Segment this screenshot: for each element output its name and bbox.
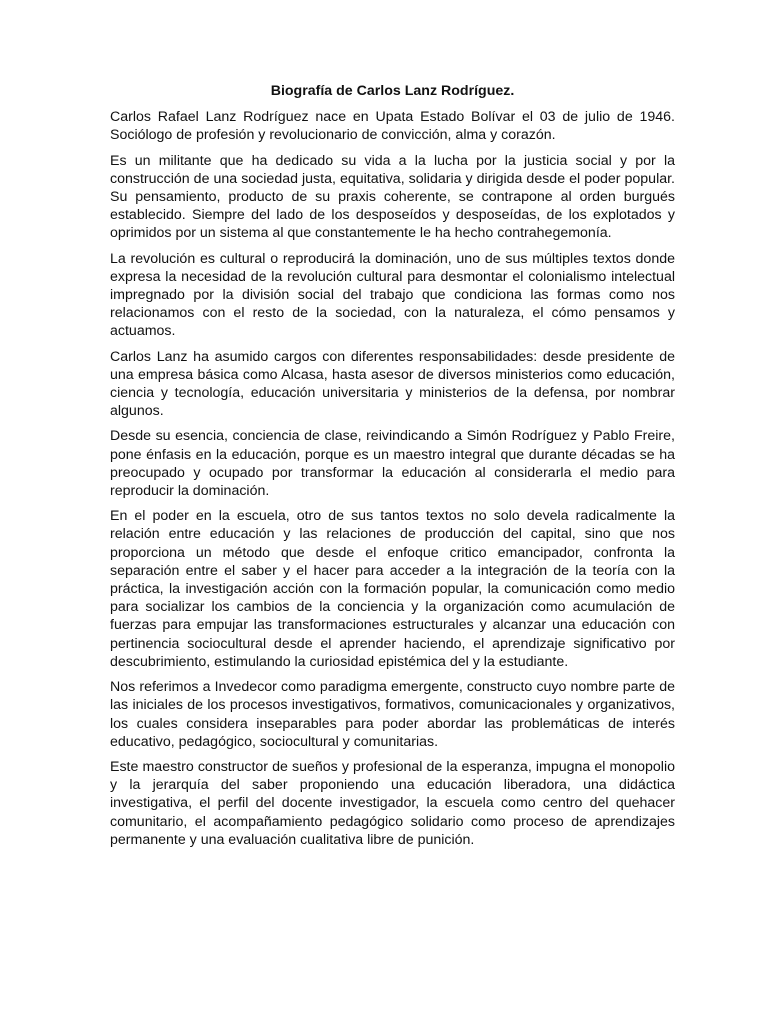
paragraph-positions: Carlos Lanz ha asumido cargos con diferentes responsabilidades: desde presidente de una empresa básica como Alcasa, hasta asesor de diversos ministerios como educación, ciencia y tecnología, educación universitaria y ministerios de la defensa, por nombrar algunos. <box>110 348 675 420</box>
document-page <box>110 82 675 856</box>
paragraph-dream-builder: Este maestro constructor de sueños y profesional de la esperanza, impugna el monopolio y la jerarquía del saber proponiendo una educación liberadora, una didáctica investigativa, el perfil del docente investigador, la escuela como centro del quehacer comunitario, el acompañamiento pedagógico solidario como proceso de aprendizajes permanente y una evaluación cualitativa libre de punición. <box>110 758 675 848</box>
paragraph-cultural-revolution: La revolución es cultural o reproducirá la dominación, uno de sus múltiples textos donde expresa la necesidad de la revolución cultural para desmontar el colonialismo intelectual impregnado por la división social del trabajo que condiciona las formas como nos relacionamos con el resto de la sociedad, con la naturaleza, el cómo pensamos y actuamos. <box>110 250 675 340</box>
paragraph-militant: Es un militante que ha dedicado su vida a la lucha por la justicia social y por la construcción de una sociedad justa, equitativa, solidaria y dirigida desde el poder popular. Su pensamiento, producto de su praxis coherente, se contrapone al orden burgués establecido. Siempre del lado de los desposeídos y desposeídas, de los explotados y oprimidos por un sistema al que constantemente le ha hecho contrahegemonía. <box>110 152 675 242</box>
paragraph-invedecor: Nos referimos a Invedecor como paradigma emergente, constructo cuyo nombre parte de las iniciales de los procesos investigativos, formativos, comunicacionales y organizativos, los cuales considera inseparables para poder abordar las problemáticas de interés educativo, pedagógico, sociocultural y comunitarias. <box>110 679 675 750</box>
document-title: Biografía de Carlos Lanz Rodríguez. <box>270 83 515 99</box>
paragraph-birth: Carlos Rafael Lanz Rodríguez nace en Upata Estado Bolívar el 03 de julio de 1946. Sociólogo de profesión y revolucionario de convicción, alma y corazón. <box>110 109 675 144</box>
paragraph-class-conscience: Desde su esencia, conciencia de clase, reivindicando a Simón Rodríguez y Pablo Freire, pone énfasis en la educación, porque es un maestro integral que durante décadas se ha preocupado y ocupado por transformar la educación al considerarla el medio para reproducir la dominación. <box>110 428 675 500</box>
paragraph-power-in-school: En el poder en la escuela, otro de sus tantos textos no solo devela radicalmente la relación entre educación y las relaciones de producción del capital, sino que nos proporciona un método que desde el enfoque critico emancipador, confronta la separación entre el saber y el hacer para acceder a la integración de la teoría con la práctica, la investigación acción con la formación popular, la comunicación como medio para socializar los cambios de la conciencia y la organización como acumulación de fuerzas para empujar las transformaciones estructurales y alcanzar una educación con pertinencia sociocultural desde el aprender haciendo, el aprendizaje significativo por descubrimiento, estimulando la curiosidad epistémica del y la estudiante. <box>110 508 675 670</box>
